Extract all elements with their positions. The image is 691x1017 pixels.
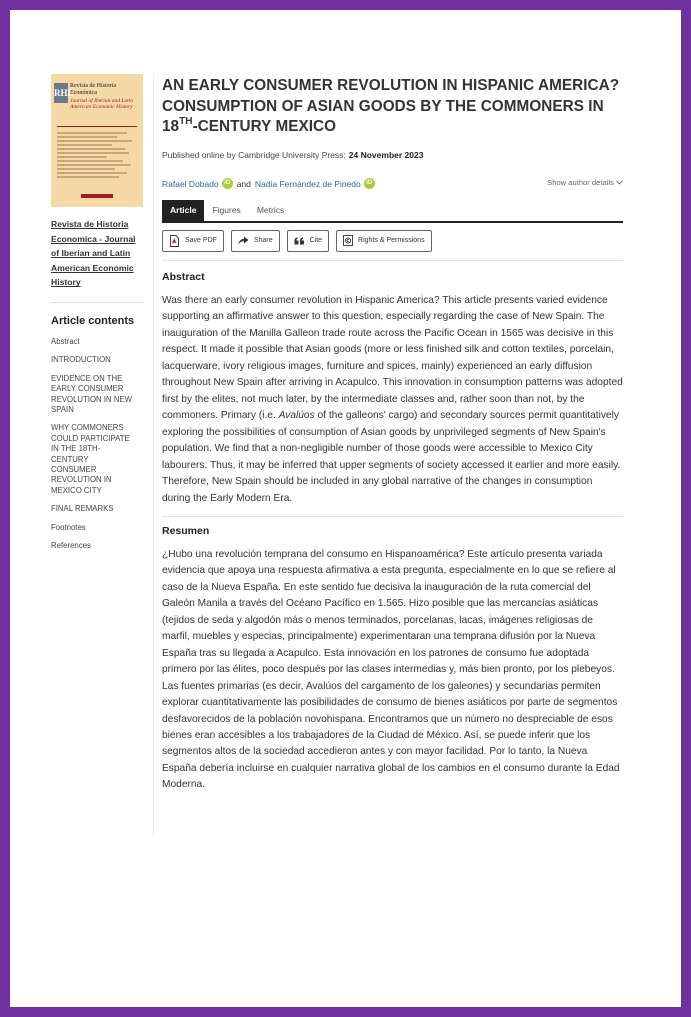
abstract-heading: Abstract [162,270,205,283]
show-author-details-button[interactable]: Show author details [547,178,623,187]
tab-metrics[interactable]: Metrics [256,204,285,215]
toc-item-final-remarks[interactable]: FINAL REMARKS [51,504,114,514]
toc-item-why-commoners[interactable]: WHY COMMONERS COULD PARTICIPATE IN THE 18TH-CENTURY CONSUMER REVOLUTION IN MEXICO CITY [51,423,130,495]
chevron-down-icon [616,180,623,185]
author-link-dobado[interactable]: Rafael Dobado [162,178,219,189]
tab-figures[interactable]: Figures [212,204,241,215]
published-label: Published online by Cambridge University Press: [162,149,346,160]
save-pdf-label: Save PDF [185,237,217,244]
column-divider [153,74,154,836]
journal-cover-image[interactable] [51,74,143,207]
orcid-icon[interactable]: iD [364,178,375,189]
resumen-text: ¿Hubo una revolución temprana del consumo en Hispanoamérica? Este artículo presenta variada evidencia que apoya una respuesta afirmativa a esta pregunta, especialmente en lo que se refiere al caso de la Nueva España. En este sentido fue decisiva la inauguración de la ruta comercial del Galeón Manila a través del Océano Pacífico en 1.565. Hizo posible que las mercancías asiáticas (tejidos de seda y algodón más o menos terminados, porcelanas, lacas, imágenes religiosas de marfil, muebles y especias, principalmente) experimentaran una temprana difusión por la Nueva España tras su llegada a Acapulco. Esta innovación en los patrones de consumo fue adoptada primero por las élites, poco después por las clases intermedias y, más bien pronto, por los plebeyos. Las fuentes primarias (es decir, Avalúos del cargamento de los galeones) y secundarias permiten explorar cuantitativamente las posibilidades de consumo de bienes asiáticos por parte de segmentos desfavorecidos de la población novohispana. Encontramos que un número no despreciable de esos bienes eran accesibles a los trabajadores de la Ciudad de México. Así, se puede inferir que los segmentos altos de la sociedad accedieron antes y con mayor facilidad. Por lo tanto, la Nueva España debería incluirse en cualquier narrativa global de los cambios en el consumo durante la Edad Moderna. [162,549,620,791]
copyright-icon [343,235,353,246]
rights-label: Rights & Permissions [358,237,425,244]
share-button[interactable] [231,230,280,252]
pdf-icon [169,235,180,247]
title-superscript: TH [179,116,193,127]
toc-item-abstract[interactable]: Abstract [51,336,80,346]
article-tabs [162,202,623,223]
cover-journal-title: Revista de Historia Económica [70,83,116,96]
cover-publisher-mark [81,194,113,198]
cover-journal-subtitle: Journal of Iberian and Latin American Economic History [70,98,133,110]
page-frame [10,10,681,1007]
orcid-icon[interactable]: iD [222,178,233,189]
cite-button[interactable] [287,230,329,252]
toc-item-evidence[interactable]: EVIDENCE ON THE EARLY CONSUMER REVOLUTION IN NEW SPAIN [51,373,133,414]
toc-item-references[interactable]: References [51,541,91,551]
journal-link[interactable]: Revista de Historia Economica - Journal of Iberian and Latin American Economic History [51,219,136,288]
sidebar [51,74,143,559]
abstract-text: Was there an early consumer revolution in Hispanic America? This article presents varied evidence supporting an affirmative answer to this question, especially regarding the case of New Spain. The inauguration of the Manilla Galleon trade route across the Pacific Ocean in 1565 was decisive in this respect. It made it possible that Asian goods (more or less finished silk and cotton textiles, porcelain, lacquerware, ivory religious images, furniture and spices, mainly) experienced an early diffusion throughout New Spain after arriving in Acapulco. This innovation in consumption patterns was adopted first by the elites, not much later, by the intermediate classes and, rather soon than not, by the commoners. Primary (i.e. Avalúos of the galleons' cargo) and secondary sources permit quantitatively exploring the possibilities of consumption of Asian goods by unprivileged segments of New Spain's population. We find that a non-negligible number of those goods were accessible to Mexico City labourers. Thus, it may be inferred that upper segments of society accessed it earlier and more easily. Therefore, New Spain should be included in any global narrative of the changes in consumption during the Early Modern Era. [162,294,623,504]
article-toolbar [162,230,623,261]
cite-label: Cite [309,237,323,244]
published-date: 24 November 2023 [348,149,424,160]
cover-contents-lines [57,132,137,180]
section-divider [162,516,623,517]
toc-item-footnotes[interactable]: Footnotes [51,522,86,532]
table-of-contents [51,337,143,552]
sidebar-divider [51,302,143,303]
published-info [162,150,623,160]
save-pdf-button[interactable] [162,230,224,252]
journal-logo: RHE [54,83,68,103]
share-arrow-icon [238,236,249,245]
article-main [162,76,623,794]
quote-icon [294,237,305,245]
resumen-heading: Resumen [162,525,210,537]
tab-article[interactable]: Article [162,200,204,221]
cover-rule [57,126,137,127]
article-title: AN EARLY CONSUMER REVOLUTION IN HISPANIC AMERICA? CONSUMPTION OF ASIAN GOODS BY THE COMMONERS IN 18TH-CENTURY MEXICO [162,77,620,135]
toc-item-introduction[interactable]: INTRODUCTION [51,355,111,365]
rights-permissions-button[interactable] [336,230,432,252]
authors-conjunction: and [236,178,251,189]
article-contents-title: Article contents [51,314,135,327]
authors-row [162,178,623,190]
share-label: Share [253,237,273,244]
author-link-fernandez[interactable]: Nadia Fernández de Pinedo [254,178,361,189]
